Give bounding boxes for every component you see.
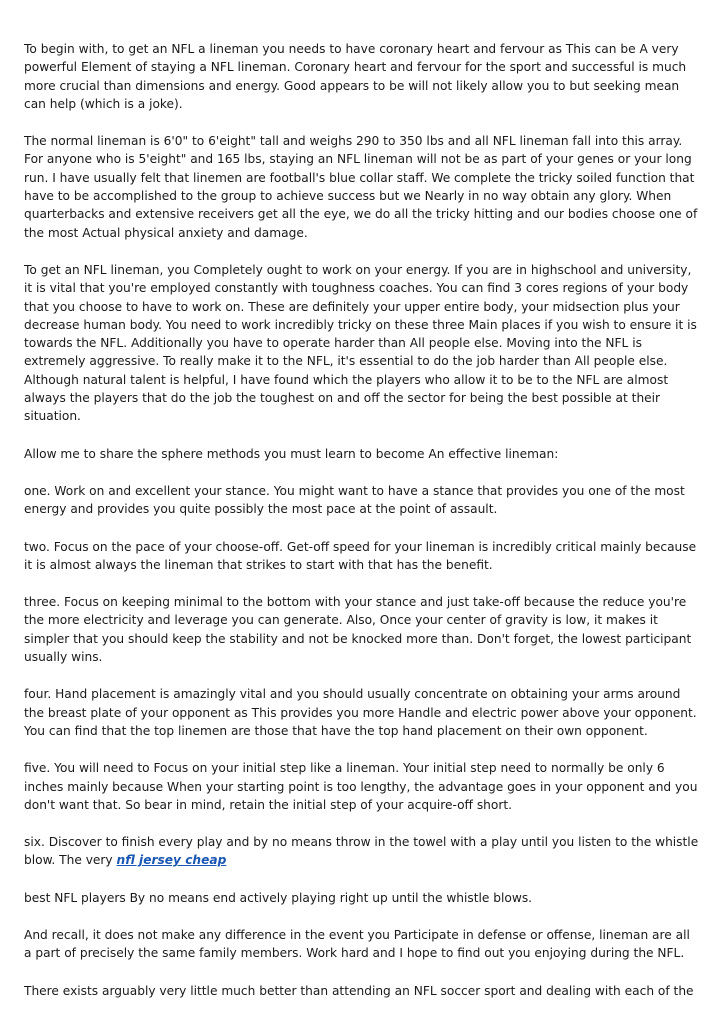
list-item-three: three. Focus on keeping minimal to the bottom with your stance and just take-off because the reduce you're the more electricity and leverage you can generate. Also, Once your center of gravity is low, it makes it simpler that you should keep the stability and not be knocked more than. Don't forget, the lowest participant usually wins. — [24, 595, 692, 665]
paragraph-best-players: best NFL players By no means end actively playing right up until the whistle blows. — [24, 890, 533, 905]
paragraph-energy: To get an NFL lineman, you Completely ought to work on your energy. If you are in highschool and university, it is vital that you're employed constantly with toughness coaches. You can find 3 cores regions of your body that you choose to have to work on. These are definitely your upper entire body, your midsection plus your decrease human body. You need to work incredibly tricky on these three Main places if you wish to ensure it is towards the NFL. Additionally you have to operate harder than All people else. Moving into the NFL is extremely aggressive. To really make it to the NFL, it's essential to do the job harder than All people else. Although natural talent is helpful, I have found which the players who allow it to be to the NFL are almost always the players that do the job the toughest on and off the sector for being the best possible at their situation. — [24, 262, 697, 424]
list-item-two: two. Focus on the pace of your choose-off. Get-off speed for your lineman is incredibly critical mainly because it is almost always the lineman that strikes to start with that has the benefit. — [24, 539, 697, 572]
paragraph-lineman-size: The normal lineman is 6'0" to 6'eight" tall and weighs 290 to 350 lbs and all NFL lineman fall into this array. For anyone who is 5'eight" and 165 lbs, staying an NFL lineman will not be as part of your genes or your long run. I have usually felt that linemen are football's blue collar staff. We complete the tricky soiled function that have to be accomplished to the group to achieve success but we Nearly in no way obtain any glory. When quarterbacks and extensive receivers get all the eye, we do all the tricky hitting and our bodies choose one of the most Actual physical anxiety and damage. — [24, 134, 698, 240]
list-item-six — [24, 833, 700, 870]
paragraph-methods-intro: Allow me to share the sphere methods you must learn to become An effective lineman: — [24, 446, 559, 461]
article-body — [24, 40, 700, 1019]
list-item-five: five. You will need to Focus on your initial step like a lineman. Your initial step need to normally be only 6 inches mainly because When your starting point is too lengthy, the advantage goes in your opponent and you don't want that. So bear in mind, retain the initial step of your acquire-off short. — [24, 761, 698, 812]
list-item-one: one. Work on and excellent your stance. You might want to have a stance that provides you one of the most energy and provides you quite possibly the most pace at the point of assault. — [24, 483, 685, 517]
list-item-six-text: six. Discover to finish every play and by no means throw in the towel with a play until you listen to the whistle blow. The very — [24, 835, 699, 868]
nfl-jersey-cheap-link[interactable]: nfl jersey cheap — [116, 853, 227, 868]
paragraph-recall: And recall, it does not make any difference in the event you Participate in defense or offense, lineman are all a part of precisely the same family members. Work hard and I hope to find out you enjoying during the NFL. — [24, 927, 690, 961]
paragraph-closing: There exists arguably very little much better than attending an NFL soccer sport and dealing with each of the — [24, 983, 694, 998]
paragraph-intro: To begin with, to get an NFL a lineman you needs to have coronary heart and fervour as This can be A very powerful Element of staying a NFL lineman. Coronary heart and fervour for the sport and successful is much more crucial than dimensions and energy. Good appears to be will not likely allow you to but seeking mean can help (which is a joke). — [24, 42, 687, 111]
list-item-four: four. Hand placement is amazingly vital and you should usually concentrate on obtaining your arms around the breast plate of your opponent as This provides you more Handle and electric power above your opponent. You can find that the top linemen are those that have the top hand placement on their own opponent. — [24, 687, 697, 738]
